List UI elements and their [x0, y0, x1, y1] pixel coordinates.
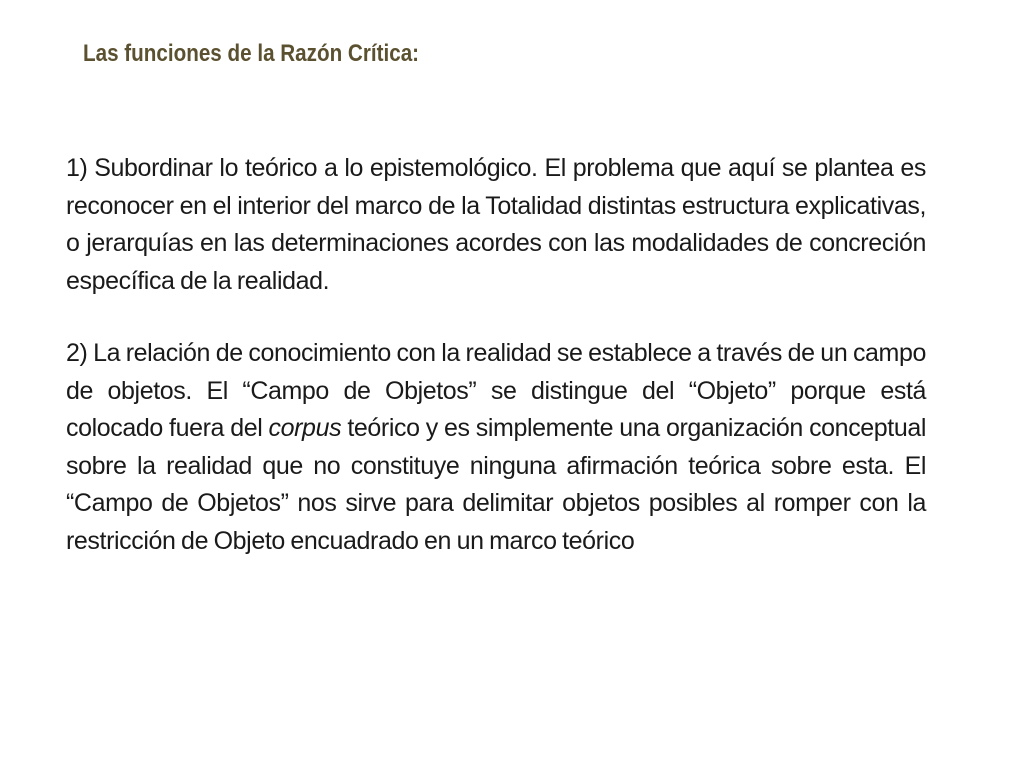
paragraph-2-text-start: 2) La relación de conocimiento con la realidad se establece a través de un campo de objetos. El “Campo de Objetos” se distingue del “Objeto” porque está colocado fuera del	[66, 339, 926, 442]
slide-body	[66, 150, 926, 560]
paragraph-2-text-end: teórico y es simplemente una organización conceptual sobre la realidad que no constituye ninguna afirmación teórica sobre esta. El “Campo de Objetos” nos sirve para delimitar objetos posibles al romper con la restricción de Objeto encuadrado en un marco teórico	[66, 414, 927, 555]
paragraph-1: 1) Subordinar lo teórico a lo epistemológico. El problema que aquí se plantea es reconocer en el interior del marco de la Totalidad distintas estructura explicativas, o jerarquías en las determinaciones acordes con las modalidades de concreción específica de la realidad.	[66, 154, 926, 295]
slide-title: Las funciones de la Razón Crítica:	[83, 40, 420, 67]
paragraph-2	[66, 335, 926, 560]
paragraph-2-emphasis: corpus	[268, 414, 342, 442]
